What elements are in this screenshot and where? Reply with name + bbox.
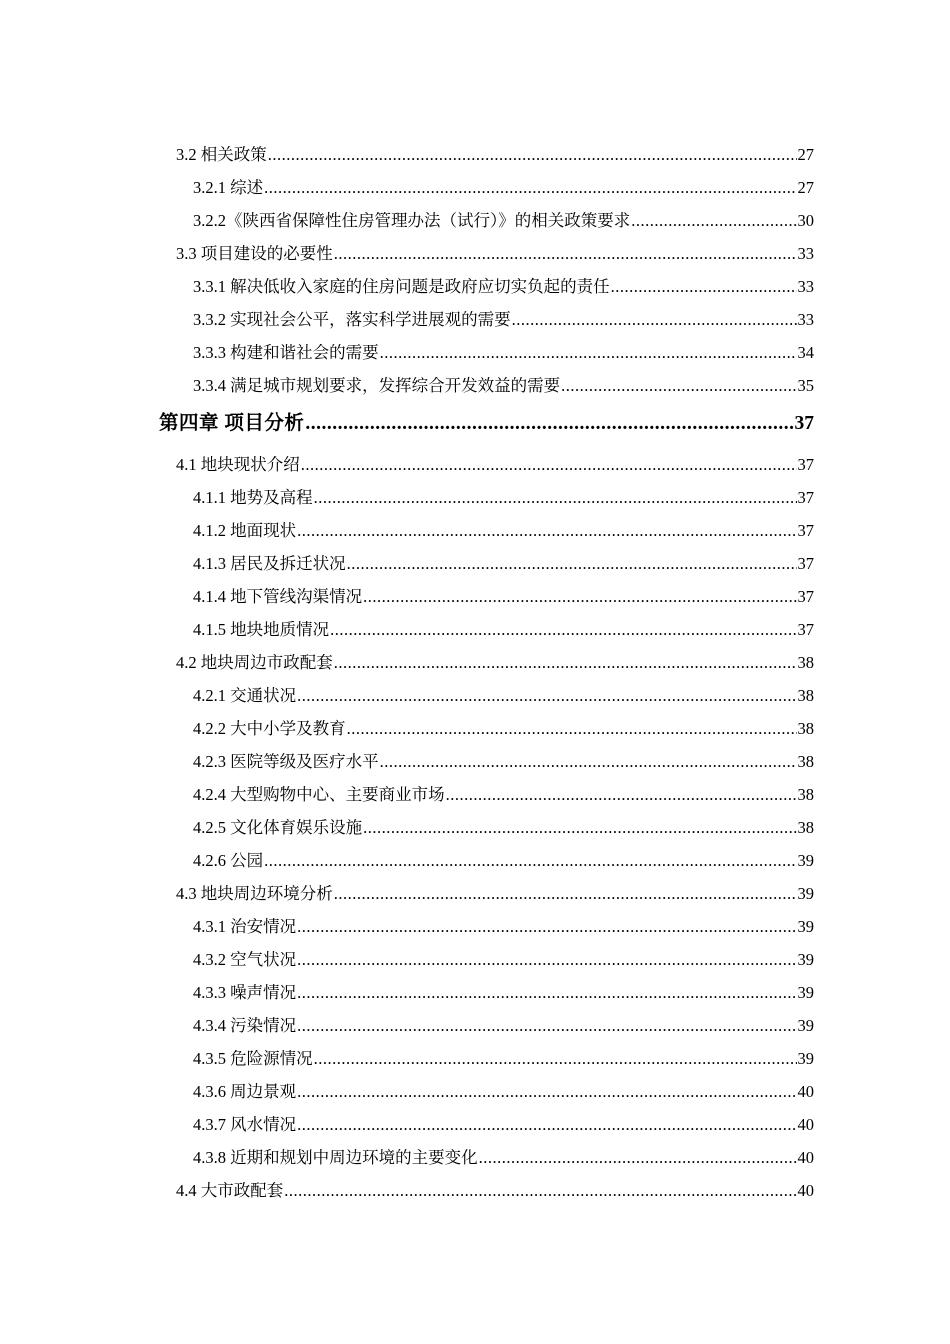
toc-entry-4-4[interactable] <box>0 1168 814 1201</box>
toc-entry-page: 39 <box>797 1049 814 1068</box>
toc-entry-page: 37 <box>797 521 814 540</box>
toc-dot-leader <box>347 719 797 739</box>
toc-entry-page: 37 <box>794 413 814 434</box>
toc-entry-title: 3.3.4 满足城市规划要求，发挥综合开发效益的需要 <box>193 376 561 395</box>
toc-entry-4-1-3[interactable] <box>0 541 814 574</box>
toc-entry-title: 4.2.5 文化体育娱乐设施 <box>193 818 363 837</box>
toc-dot-leader <box>297 521 796 541</box>
toc-entry-4-3-6[interactable] <box>0 1069 814 1102</box>
toc-dot-leader <box>297 983 796 1003</box>
toc-entry-3-3-1[interactable] <box>0 264 814 297</box>
toc-entry-page: 33 <box>797 310 814 329</box>
toc-entry-4-3-8[interactable] <box>0 1135 814 1168</box>
table-of-contents <box>0 132 950 1201</box>
toc-dot-leader <box>330 620 796 640</box>
toc-entry-title: 4.1.5 地块地质情况 <box>193 620 330 639</box>
toc-dot-leader <box>264 851 796 871</box>
toc-dot-leader <box>301 455 797 475</box>
toc-entry-page: 39 <box>797 983 814 1002</box>
toc-entry-title: 3.2.2《陕西省保障性住房管理办法（试行）》的相关政策要求 <box>193 211 631 230</box>
toc-entry-title: 4.2 地块周边市政配套 <box>176 653 333 672</box>
toc-entry-page: 37 <box>797 455 814 474</box>
toc-entry-page: 39 <box>797 917 814 936</box>
toc-dot-leader <box>334 653 797 673</box>
toc-entry-4-2-3[interactable] <box>0 739 814 772</box>
toc-entry-4-3-1[interactable] <box>0 904 814 937</box>
toc-entry-page: 33 <box>797 277 814 296</box>
toc-entry-title: 4.1 地块现状介绍 <box>176 455 300 474</box>
toc-entry-4-2-6[interactable] <box>0 838 814 871</box>
toc-dot-leader <box>297 917 796 937</box>
toc-entry-title: 4.4 大市政配套 <box>176 1181 284 1200</box>
toc-entry-page: 38 <box>797 686 814 705</box>
toc-entry-title: 4.3.5 危险源情况 <box>193 1049 313 1068</box>
toc-entry-title: 4.2.4 大型购物中心、主要商业市场 <box>193 785 445 804</box>
toc-entry-3-3-4[interactable] <box>0 363 814 396</box>
toc-dot-leader <box>314 1049 797 1069</box>
toc-entry-page: 38 <box>797 752 814 771</box>
toc-dot-leader <box>314 488 797 508</box>
toc-entry-4-2[interactable] <box>0 640 814 673</box>
toc-entry-title: 3.2.1 综述 <box>193 178 264 197</box>
toc-entry-title: 4.3.3 噪声情况 <box>193 983 297 1002</box>
toc-entry-4-1-2[interactable] <box>0 508 814 541</box>
toc-entry-3-2-1[interactable] <box>0 165 814 198</box>
toc-dot-leader <box>264 178 796 198</box>
toc-entry-title: 4.2.3 医院等级及医疗水平 <box>193 752 379 771</box>
toc-entry-4-1[interactable] <box>0 442 814 475</box>
toc-entry-page: 27 <box>797 178 814 197</box>
toc-chapter-4[interactable] <box>0 398 814 434</box>
toc-entry-title: 4.3.6 周边景观 <box>193 1082 297 1101</box>
toc-entry-3-3-2[interactable] <box>0 297 814 330</box>
toc-dot-leader <box>363 818 796 838</box>
toc-dot-leader <box>611 277 797 297</box>
toc-entry-title: 3.3.2 实现社会公平，落实科学进展观的需要 <box>193 310 511 329</box>
toc-entry-page: 37 <box>797 488 814 507</box>
toc-entry-3-2-2[interactable] <box>0 198 814 231</box>
toc-entry-page: 40 <box>797 1148 814 1167</box>
toc-entry-title: 4.2.2 大中小学及教育 <box>193 719 346 738</box>
toc-entry-page: 37 <box>797 620 814 639</box>
toc-dot-leader <box>284 1181 796 1201</box>
toc-entry-4-2-1[interactable] <box>0 673 814 706</box>
toc-entry-title: 4.3 地块周边环境分析 <box>176 884 333 903</box>
toc-entry-3-2[interactable] <box>0 132 814 165</box>
toc-entry-title: 3.3.1 解决低收入家庭的住房问题是政府应切实负起的责任 <box>193 277 610 296</box>
toc-dot-leader <box>446 785 797 805</box>
toc-entry-3-3-3[interactable] <box>0 330 814 363</box>
toc-entry-title: 4.1.1 地势及高程 <box>193 488 313 507</box>
toc-dot-leader <box>479 1148 797 1168</box>
toc-entry-page: 39 <box>797 884 814 903</box>
toc-entry-title: 3.3.3 构建和谐社会的需要 <box>193 343 379 362</box>
toc-entry-4-3-7[interactable] <box>0 1102 814 1135</box>
toc-entry-4-2-2[interactable] <box>0 706 814 739</box>
toc-entry-4-2-4[interactable] <box>0 772 814 805</box>
toc-entry-title: 4.3.4 污染情况 <box>193 1016 297 1035</box>
toc-entry-title: 4.3.1 治安情况 <box>193 917 297 936</box>
toc-dot-leader <box>268 145 797 165</box>
toc-dot-leader <box>297 950 796 970</box>
toc-entry-title: 4.3.7 风水情况 <box>193 1115 297 1134</box>
toc-entry-page: 40 <box>797 1181 814 1200</box>
toc-entry-title: 4.2.6 公园 <box>193 851 264 870</box>
toc-dot-leader <box>380 343 797 363</box>
toc-dot-leader <box>305 414 793 434</box>
toc-dot-leader <box>380 752 797 772</box>
toc-dot-leader <box>297 686 796 706</box>
toc-entry-4-3[interactable] <box>0 871 814 904</box>
toc-dot-leader <box>334 244 797 264</box>
toc-entry-page: 37 <box>797 554 814 573</box>
toc-dot-leader <box>334 884 797 904</box>
toc-entry-title: 4.1.2 地面现状 <box>193 521 297 540</box>
toc-entry-page: 34 <box>797 343 814 362</box>
toc-dot-leader <box>631 211 796 231</box>
toc-entry-3-3[interactable] <box>0 231 814 264</box>
toc-entry-4-3-4[interactable] <box>0 1003 814 1036</box>
toc-entry-4-1-1[interactable] <box>0 475 814 508</box>
toc-dot-leader <box>512 310 797 330</box>
toc-entry-page: 37 <box>797 587 814 606</box>
toc-entry-page: 30 <box>797 211 814 230</box>
toc-entry-page: 35 <box>797 376 814 395</box>
toc-entry-4-3-3[interactable] <box>0 970 814 1003</box>
toc-entry-title: 4.1.3 居民及拆迁状况 <box>193 554 346 573</box>
toc-entry-page: 38 <box>797 818 814 837</box>
toc-entry-4-2-5[interactable] <box>0 805 814 838</box>
toc-entry-page: 27 <box>797 145 814 164</box>
toc-entry-title: 4.2.1 交通状况 <box>193 686 297 705</box>
toc-dot-leader <box>297 1082 796 1102</box>
toc-dot-leader <box>561 376 796 396</box>
toc-entry-page: 38 <box>797 785 814 804</box>
toc-dot-leader <box>297 1016 796 1036</box>
toc-dot-leader <box>347 554 797 574</box>
toc-entry-page: 38 <box>797 653 814 672</box>
toc-entry-page: 40 <box>797 1115 814 1134</box>
toc-entry-4-3-2[interactable] <box>0 937 814 970</box>
toc-entry-title: 4.1.4 地下管线沟渠情况 <box>193 587 363 606</box>
toc-entry-page: 39 <box>797 851 814 870</box>
toc-dot-leader <box>297 1115 796 1135</box>
toc-entry-page: 38 <box>797 719 814 738</box>
toc-entry-page: 39 <box>797 950 814 969</box>
toc-entry-4-1-5[interactable] <box>0 607 814 640</box>
toc-chapter-title: 第四章 项目分析 <box>159 413 305 434</box>
toc-entry-title: 3.3 项目建设的必要性 <box>176 244 333 263</box>
toc-entry-4-3-5[interactable] <box>0 1036 814 1069</box>
toc-entry-page: 33 <box>797 244 814 263</box>
toc-entry-title: 4.3.8 近期和规划中周边环境的主要变化 <box>193 1148 478 1167</box>
toc-entry-page: 39 <box>797 1016 814 1035</box>
toc-entry-4-1-4[interactable] <box>0 574 814 607</box>
toc-dot-leader <box>363 587 796 607</box>
toc-entry-page: 40 <box>797 1082 814 1101</box>
toc-entry-title: 4.3.2 空气状况 <box>193 950 297 969</box>
toc-entry-title: 3.2 相关政策 <box>176 145 267 164</box>
